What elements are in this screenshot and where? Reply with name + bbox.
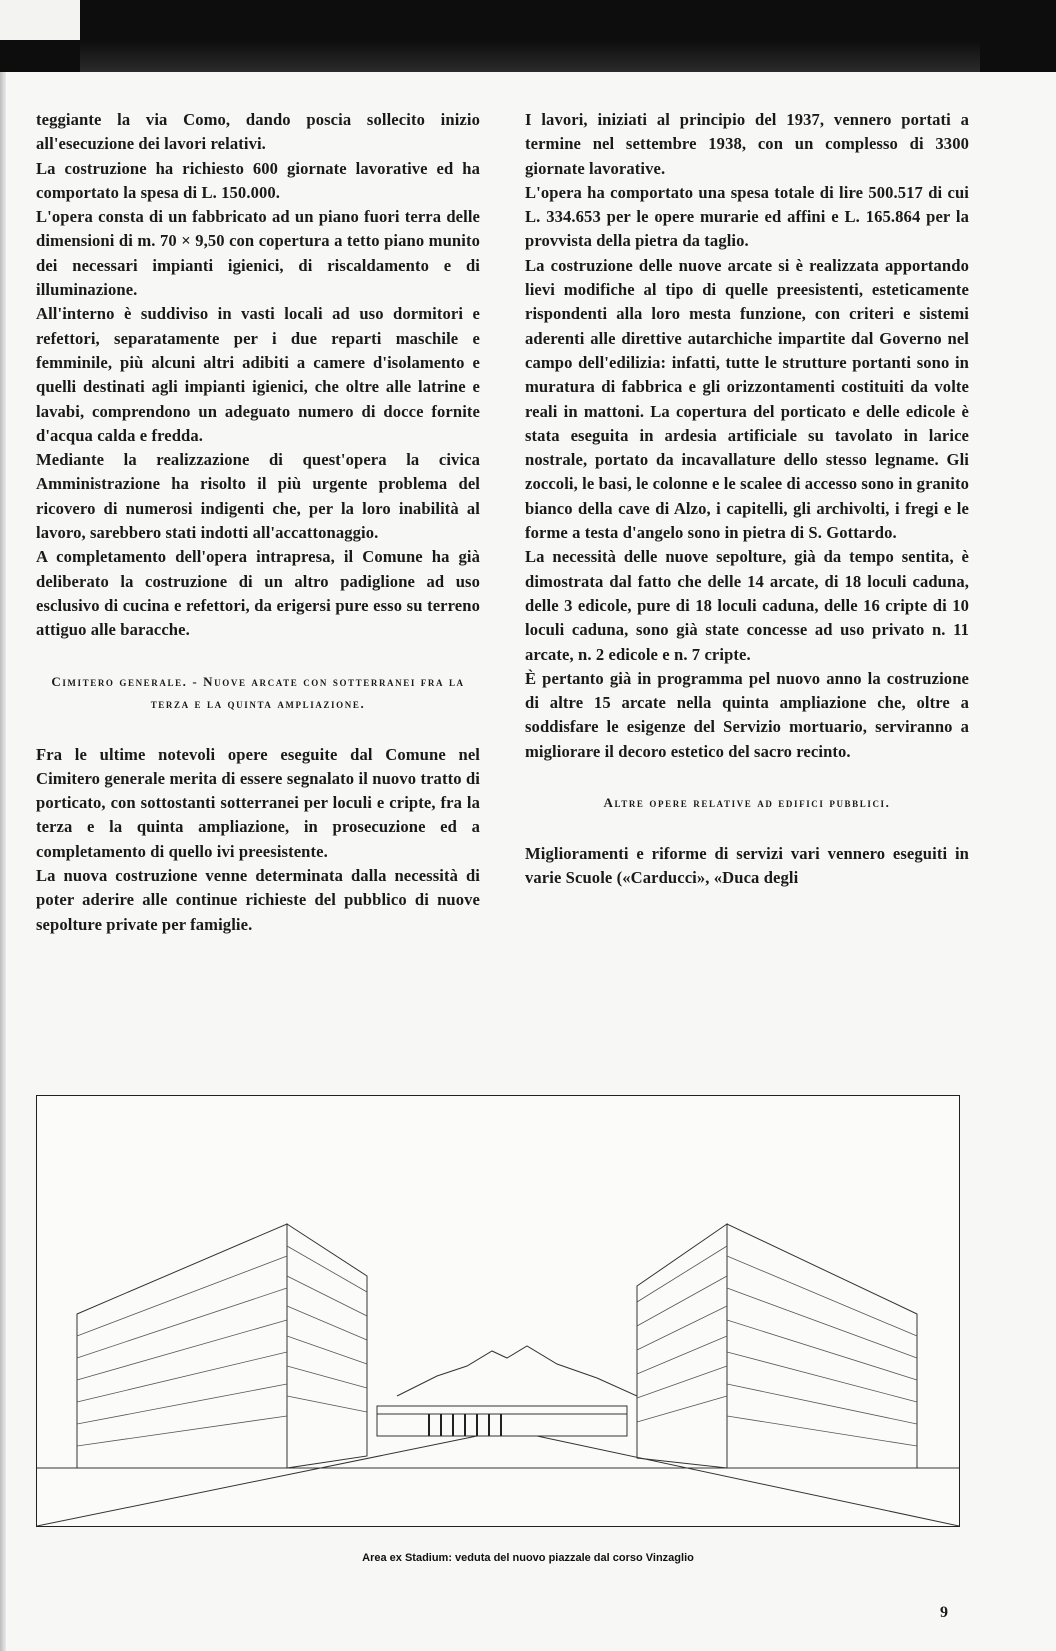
figure-caption: Area ex Stadium: veduta del nuovo piazzale dal corso Vinzaglio: [362, 1552, 694, 1564]
scan-corner-notch: [0, 0, 80, 40]
left-paragraph-6: A completamento dell'opera intrapresa, il Comune ha già deliberato la costruzione di un altro padiglione ad uso esclusivo di cucina e refettori, da erigersi pure esso su terreno attiguo alle baracche.: [36, 547, 480, 640]
section-heading-altre-opere-text: Altre opere relative ad edifici pubblici.: [603, 795, 891, 811]
pavilion-columns: [429, 1414, 501, 1436]
right-column: [525, 108, 969, 891]
mountain-outline: [397, 1346, 637, 1396]
scan-top-border: [0, 0, 1056, 72]
right-paragraph-1: I lavori, iniziati al principio del 1937, vennero portati a termine nel settembre 1938, con un complesso di 3300 giornate lavorative.: [525, 110, 969, 178]
scan-border-fade: [80, 40, 980, 72]
perspective-line-right: [537, 1436, 959, 1526]
perspective-line-left: [37, 1436, 477, 1526]
left-paragraph-1: teggiante la via Como, dando poscia sollecito inizio all'esecuzione dei lavori relativi.: [36, 110, 480, 154]
left-building-far: [287, 1224, 367, 1468]
section-heading-altre-opere: [525, 792, 969, 814]
right-building-far: [637, 1224, 727, 1468]
window-grid: [77, 1246, 917, 1446]
cimitero-paragraph-1: Fra le ultime notevoli opere eseguite dal Comune nel Cimitero generale merita di essere segnalato il nuovo tratto di porticato, con sottostanti sotterranei per loculi e cripte, fra la terza e la quinta ampliazione, in prosecuzione ed a completamento di quello ivi preesistente.: [36, 744, 480, 861]
left-paragraph-4: All'interno è suddiviso in vasti locali ad uso dormitori e refettori, separatamente per i due reparti maschile e femminile, più alcuni altri adibiti a camere d'isolamento e quelli destinati agli impianti igienici, che oltre alle latrine e lavabi, comprendono un adeguato numero di docce fornite d'acqua calda e fredda.: [36, 304, 480, 445]
left-paragraph-2: La costruzione ha richiesto 600 giornate lavorative ed ha comportato la spesa di L. 150.000.: [36, 158, 480, 202]
section-heading-cimitero: [36, 671, 480, 715]
right-paragraph-3: La costruzione delle nuove arcate si è realizzata apportando lievi modifiche al tipo di quelle preesistenti, esteticamente rispondenti alla loro mesta funzione, con criteri e sistemi aderenti alle direttive autarchiche impartite dal Governo nel campo dell'edilizia: infatti, tutte le strutture portanti sono in muratura di fabbrica e gli orizzontamenti costituiti da volte reali in mattoni. La copertura del porticato e delle edicole è stata eseguita in ardesia artificiale su tavolato in larice nostrale, portato da incavallature dello stesso legname. Gli zoccoli, le basi, le colonne e le scalee di accesso sono in granito bianco della cave di Alzo, i capitelli, gli archivolti, i fregi e le forme a testa d'angelo sono in pietra di S. Gottardo.: [525, 255, 969, 543]
left-paragraph-5: Mediante la realizzazione di quest'opera la civica Amministrazione ha risolto il più urgente problema del ricovero di numerosi indigenti che, per la loro inabilità al lavoro, sarebbero stati indotti all'accattonaggio.: [36, 450, 480, 543]
right-paragraph-2: L'opera ha comportato una spesa totale di lire 500.517 di cui L. 334.653 per le opere murarie ed affini e L. 165.864 per la provvista della pietra da taglio.: [525, 182, 969, 251]
altre-opere-paragraph-1: Miglioramenti e riforme di servizi vari vennero eseguiti in varie Scuole («Carducci», «Duca degli: [525, 844, 969, 888]
left-paragraph-3: L'opera consta di un fabbricato ad un piano fuori terra delle dimensioni di m. 70 × 9,50 con copertura a tetto piano munito dei necessari impianti igienici, di riscaldamento e di illuminazione.: [36, 207, 480, 300]
perspective-sketch: [37, 1096, 959, 1526]
cimitero-paragraph-2: La nuova costruzione venne determinata dalla necessità di poter aderire alle continue richieste del pubblico di nuove sepolture private per famiglie.: [36, 866, 480, 934]
architectural-perspective-drawing: [36, 1095, 960, 1527]
right-paragraph-4: La necessità delle nuove sepolture, già da tempo sentita, è dimostrata dal fatto che delle 14 arcate, di 18 loculi caduna, delle 3 edicole, pure di 18 loculi caduna, delle 16 cripte di 10 loculi caduna, sono già state concesse ad uso privato n. 11 arcate, n. 2 edicole e n. 7 cripte.: [525, 547, 969, 664]
right-paragraph-5: È pertanto già in programma pel nuovo anno la costruzione di altre 15 arcate nella quinta ampliazione che, oltre a soddisfare le esigenze del Servizio mortuario, serviranno a migliorare il decoro estetico del sacro recinto.: [525, 668, 969, 761]
left-column: [36, 108, 480, 937]
page-edge-shadow: [0, 0, 6, 1651]
page-number: 9: [940, 1604, 948, 1621]
section-heading-cimitero-text: Cimitero generale. - Nuove arcate con sotterranei fra la terza e la quinta ampliazione.: [51, 673, 465, 711]
